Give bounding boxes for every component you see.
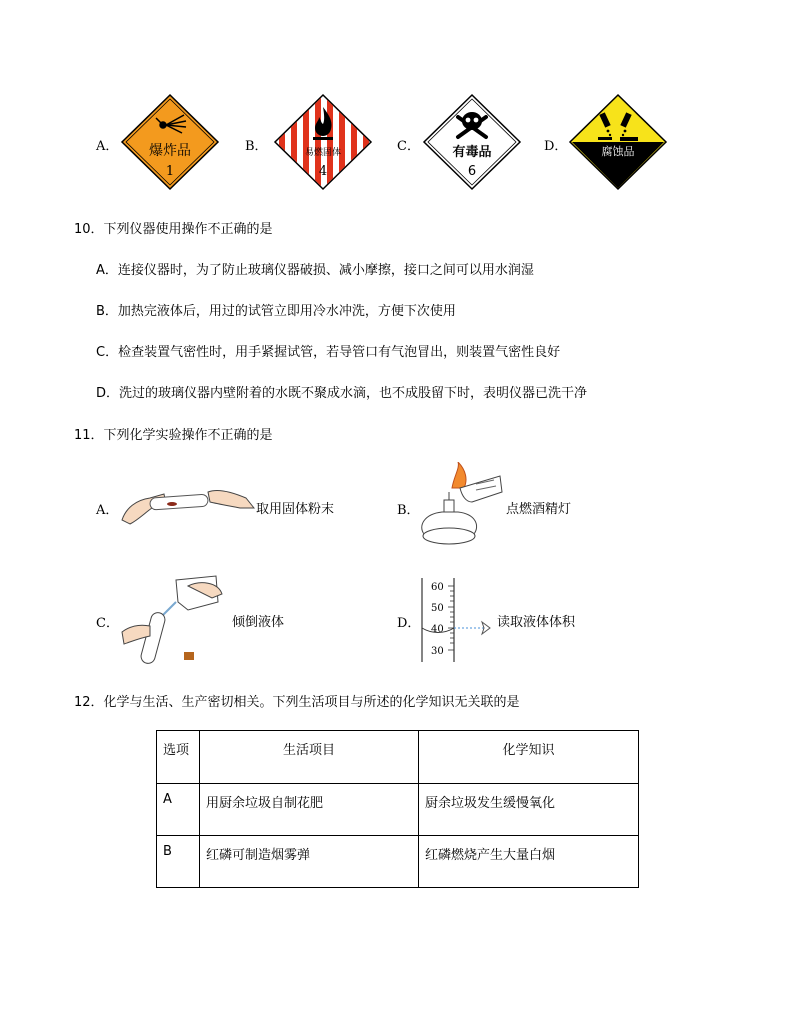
toxic-hazard-sign (422, 93, 522, 191)
q11-option-letter-d: D． (397, 616, 421, 631)
pouring-liquid-illustration (118, 572, 228, 672)
row-a-option: A (157, 784, 200, 836)
flammable-label: 易燃固体 (304, 148, 342, 158)
powder-handling-illustration (120, 480, 255, 530)
graduated-cylinder-illustration (416, 576, 496, 664)
right-hand-icon (208, 490, 254, 508)
question-10-option-c: C．检查装置气密性时，用手紧握试管，若导管口有气泡冒出，则装置气密性良好 (96, 345, 561, 360)
question-10-option-a: A．连接仪器时，为了防止玻璃仪器破损、减小摩擦，接口之间可以用水润湿 (96, 263, 534, 278)
q11-option-letter-c: C． (96, 616, 119, 631)
option-letter-b: B． (245, 139, 268, 154)
table-row (157, 836, 639, 888)
tick-30: 30 (431, 646, 444, 657)
corrosive-hazard-sign (568, 93, 668, 191)
option-letter-a: A． (96, 139, 119, 154)
flammable-class-number: 4 (318, 164, 328, 179)
row-b-life-item: 红磷可制造烟雾弹 (200, 836, 419, 888)
row-a-chem-knowledge: 厨余垃圾发生缓慢氧化 (419, 784, 639, 836)
toxic-class-number: 6 (467, 164, 477, 179)
question-10-option-d: D．洗过的玻璃仪器内壁附着的水既不聚成水滴，也不成股留下时，表明仪器已洗干净 (96, 386, 588, 401)
q11-option-letter-b: B． (397, 503, 420, 518)
q11-caption-c: 倾倒液体 (232, 615, 285, 630)
header-chem-knowledge: 化学知识 (419, 731, 639, 784)
tick-50: 50 (431, 603, 444, 614)
alcohol-lamp-illustration (414, 462, 504, 552)
tick-60: 60 (431, 582, 444, 593)
header-life-item: 生活项目 (200, 731, 419, 784)
table-row (157, 784, 639, 836)
q11-caption-d: 读取液体体积 (497, 615, 576, 630)
option-letter-c: C． (397, 139, 420, 154)
explosive-label: 爆炸品 (149, 143, 191, 159)
explosive-class-number: 1 (165, 164, 175, 179)
q11-option-letter-a: A． (96, 503, 119, 518)
flame-icon-b (452, 462, 466, 488)
explosive-hazard-sign (120, 93, 220, 191)
row-b-option: B (157, 836, 200, 888)
header-option: 选项 (157, 731, 200, 784)
tick-40: 40 (431, 624, 444, 635)
question-10-option-b: B．加热完液体后，用过的试管立即用冷水冲洗，方便下次使用 (96, 304, 456, 319)
toxic-label: 有毒品 (452, 145, 492, 160)
q11-caption-b: 点燃酒精灯 (506, 502, 572, 517)
row-a-life-item: 用厨余垃圾自制花肥 (200, 784, 419, 836)
row-b-chem-knowledge: 红磷燃烧产生大量白烟 (419, 836, 639, 888)
knowledge-table (156, 730, 639, 888)
q11-caption-a: 取用固体粉末 (256, 502, 335, 517)
question-11-title: 11．下列化学实验操作不正确的是 (74, 428, 273, 443)
table-header-row (157, 731, 639, 784)
powder-sample (167, 502, 177, 506)
question-12-title: 12．化学与生活、生产密切相关。下列生活项目与所述的化学知识无关联的是 (74, 695, 520, 710)
question-10-title: 10．下列仪器使用操作不正确的是 (74, 222, 273, 237)
corrosive-label: 腐蚀品 (601, 145, 635, 158)
option-letter-d: D． (544, 139, 568, 154)
bottle-stopper-icon (184, 652, 194, 660)
flammable-solid-hazard-sign (273, 93, 373, 191)
